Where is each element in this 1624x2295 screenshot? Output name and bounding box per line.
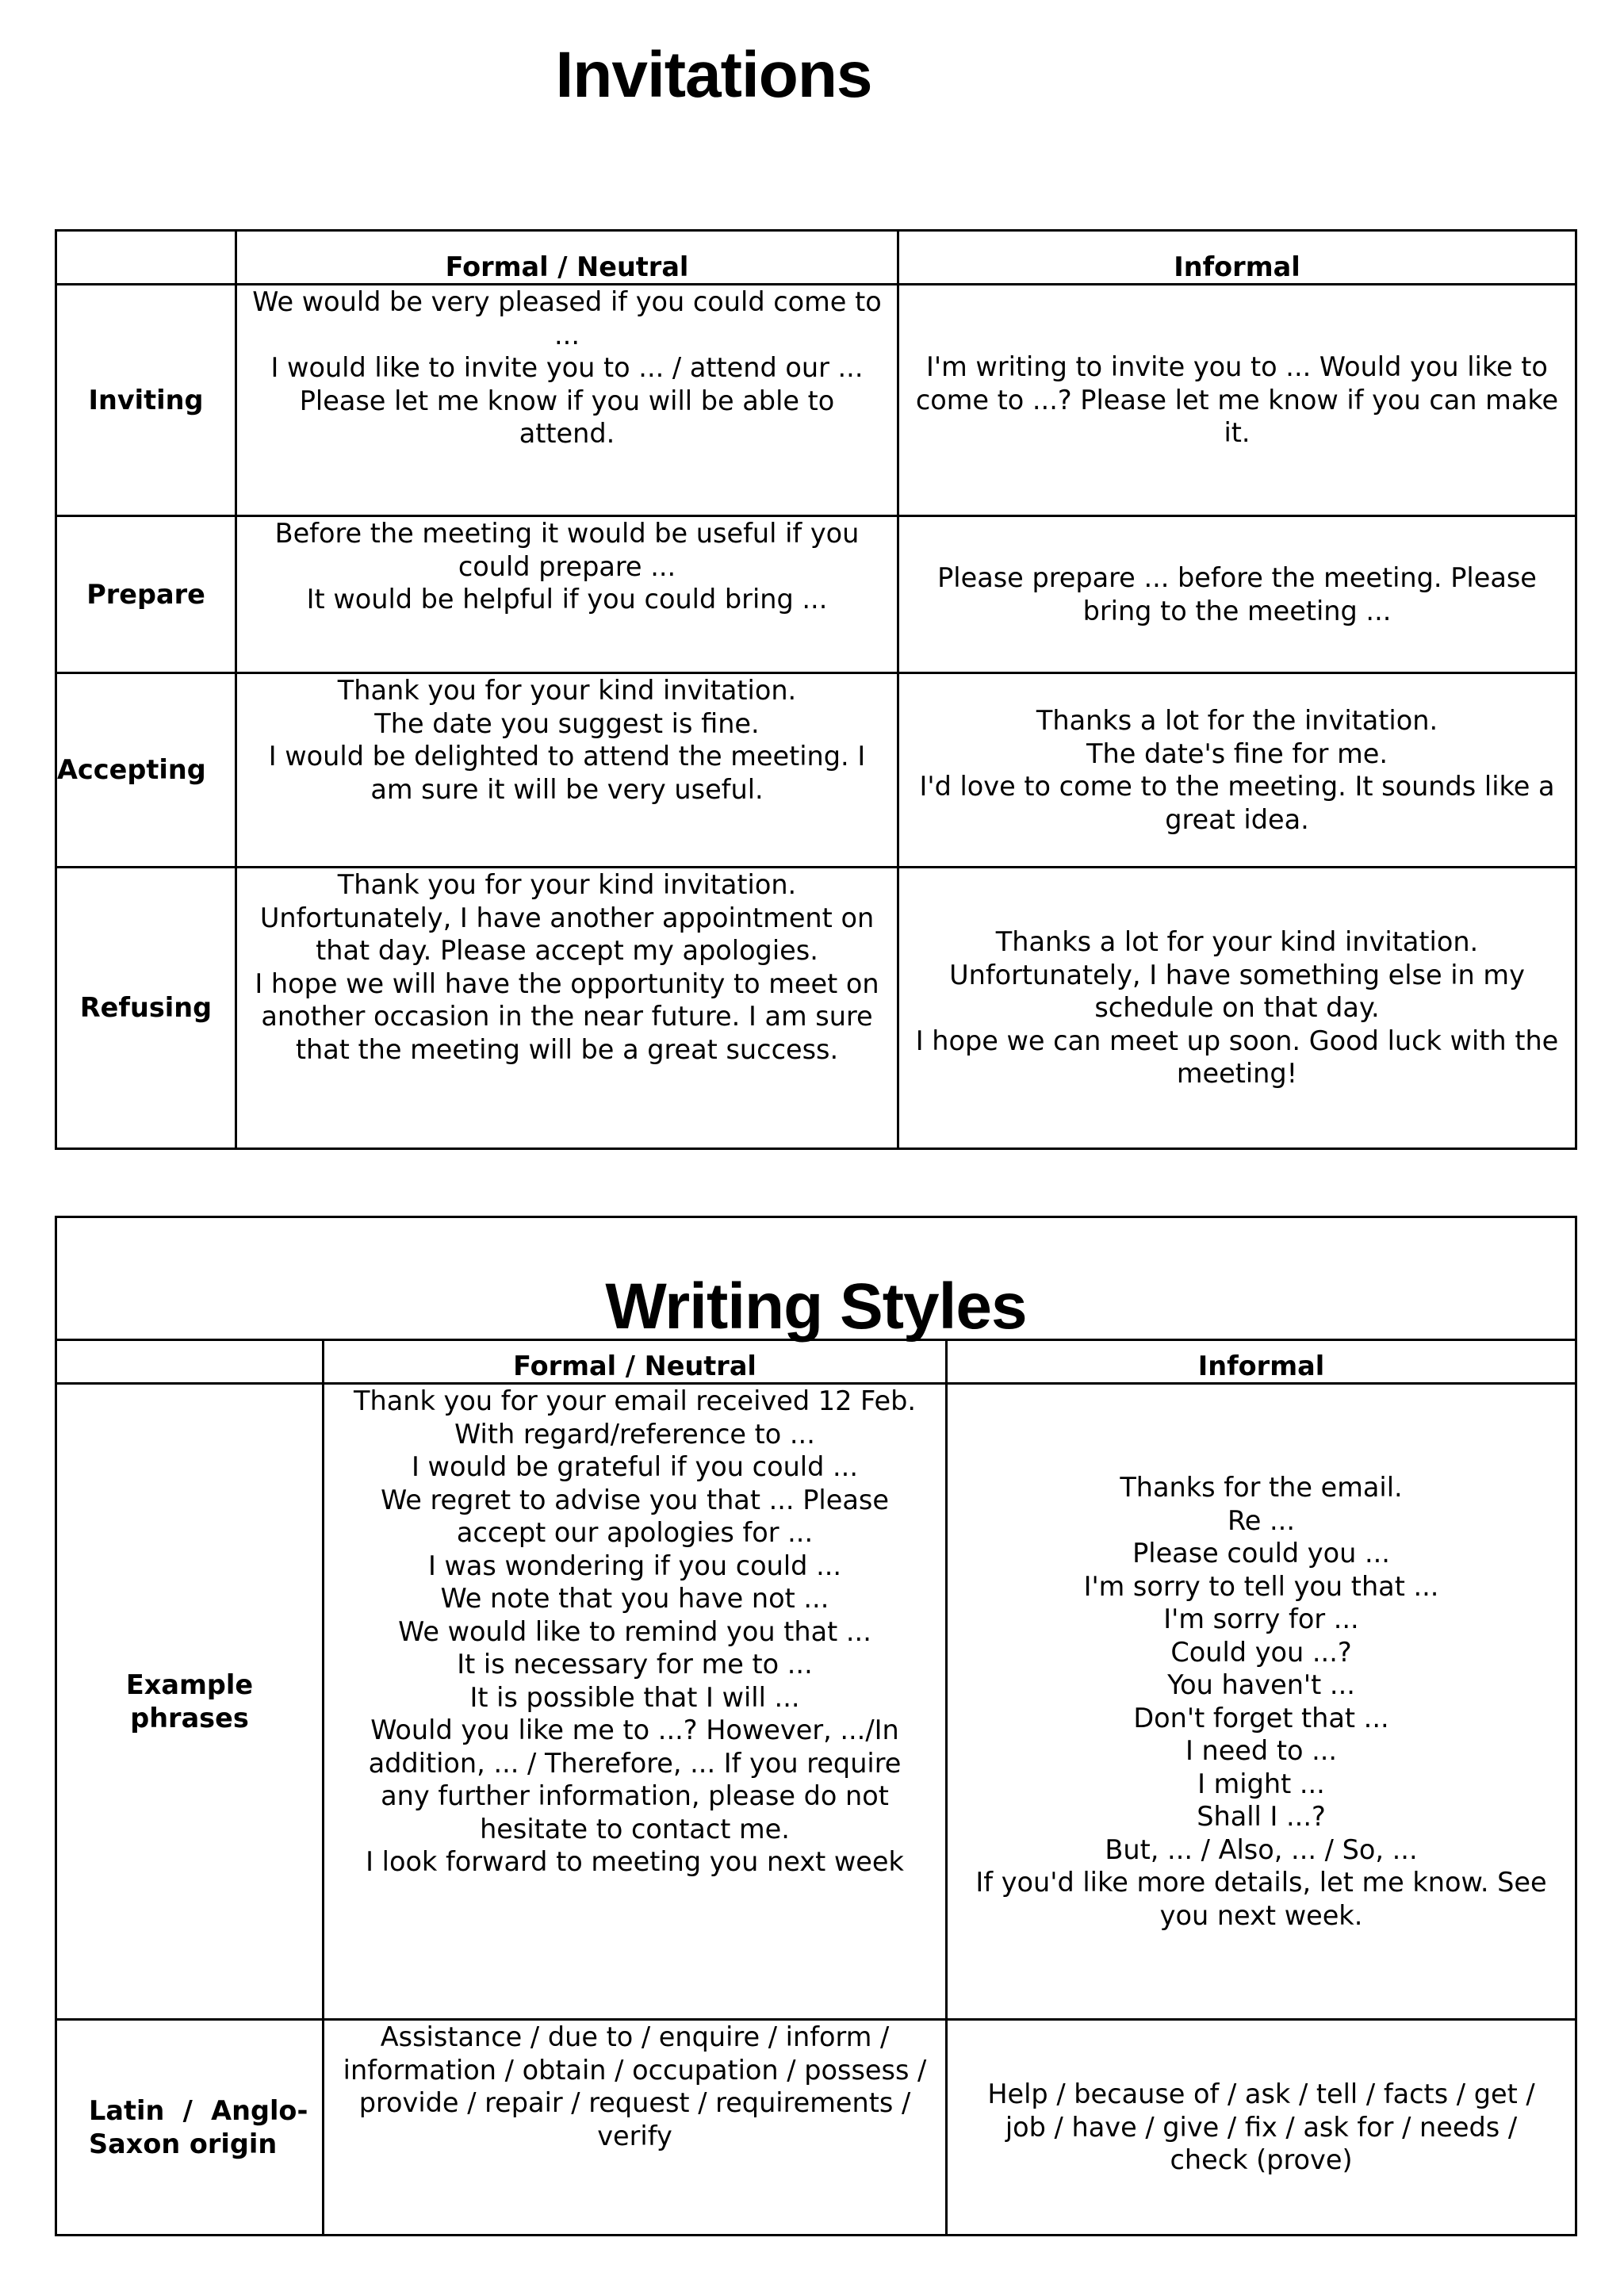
label-line: phrases xyxy=(130,1702,249,1734)
text-line: I would be grateful if you could ... xyxy=(412,1451,858,1482)
text-line: accept our apologies for ... xyxy=(456,1517,814,1548)
text-line: Re ... xyxy=(1228,1504,1295,1536)
formal-neutral-header: Formal / Neutral xyxy=(324,1340,947,1384)
text-line: ... xyxy=(554,319,580,351)
text-line: that day. Please accept my apologies. xyxy=(316,935,818,966)
text-line: Please prepare ... before the meeting. Please xyxy=(937,562,1537,593)
text-line: hesitate to contact me. xyxy=(480,1813,790,1845)
text-line: I look forward to meeting you next week xyxy=(366,1846,904,1877)
row-label-latin-anglo-saxon xyxy=(56,2020,324,2236)
text-line: Thanks for the email. xyxy=(1120,1472,1403,1503)
label-line: Saxon origin xyxy=(89,2128,278,2159)
text-line: I would like to invite you to ... / attend our ... xyxy=(270,352,864,383)
formal-cell xyxy=(236,285,898,516)
informal-header: Informal xyxy=(898,231,1576,285)
table-row xyxy=(56,868,1576,1149)
text-line: It is possible that I will ... xyxy=(469,1681,800,1713)
text-line: The date you suggest is fine. xyxy=(374,707,760,739)
text-line: schedule on that day. xyxy=(1094,992,1380,1024)
table-row xyxy=(56,1384,1576,2020)
text-line: But, ... / Also, ... / So, ... xyxy=(1105,1833,1418,1865)
section-title: Writing Styles xyxy=(56,1217,1576,1340)
formal-cell xyxy=(236,868,898,1149)
text-line: You haven't ... xyxy=(1167,1669,1355,1700)
informal-cell xyxy=(947,1384,1576,2020)
row-label-refusing: Refusing xyxy=(56,868,236,1149)
text-line: come to ...? Please let me know if you can make xyxy=(915,384,1559,416)
text-line: job / have / give / fix / ask for / needs / xyxy=(1005,2111,1518,2143)
text-line: Please could you ... xyxy=(1132,1538,1390,1569)
empty-header-cell xyxy=(56,231,236,285)
text-line: It would be helpful if you could bring ... xyxy=(306,584,828,615)
text-line: am sure it will be very useful. xyxy=(370,773,764,805)
text-line: Assistance / due to / enquire / inform / xyxy=(380,2021,890,2052)
text-line: Could you ...? xyxy=(1170,1636,1352,1668)
text-line: Thanks a lot for your kind invitation. xyxy=(995,926,1479,958)
text-line: It is necessary for me to ... xyxy=(457,1649,813,1680)
text-line: information / obtain / occupation / possess / xyxy=(343,2054,927,2086)
text-line: attend. xyxy=(519,418,615,449)
informal-cell xyxy=(898,673,1576,868)
formal-cell xyxy=(324,1384,947,2020)
text-line: Please let me know if you will be able to xyxy=(299,385,835,416)
informal-cell xyxy=(898,516,1576,673)
text-line: Thank you for your kind invitation. xyxy=(337,869,797,900)
text-line: Thank you for your kind invitation. xyxy=(337,675,797,706)
text-line: I'd love to come to the meeting. It sounds like a xyxy=(919,771,1555,802)
text-line: that the meeting will be a great success. xyxy=(295,1033,839,1065)
formal-cell xyxy=(236,516,898,673)
text-line: Don't forget that ... xyxy=(1133,1702,1389,1734)
row-label-prepare: Prepare xyxy=(56,516,236,673)
formal-cell xyxy=(324,2020,947,2236)
row-label-example-phrases xyxy=(56,1384,324,2020)
text-line: We would like to remind you that ... xyxy=(398,1615,871,1647)
text-line: you next week. xyxy=(1159,1899,1363,1931)
text-line: meeting! xyxy=(1176,1058,1298,1090)
text-line: With regard/reference to ... xyxy=(454,1418,815,1450)
invitations-table xyxy=(55,229,1577,1150)
text-line: We note that you have not ... xyxy=(440,1583,829,1614)
formal-cell xyxy=(236,673,898,868)
text-line: verify xyxy=(597,2120,672,2151)
table-header-row xyxy=(56,1340,1576,1384)
text-line: provide / repair / request / requirements / xyxy=(358,2087,911,2118)
table-title-row xyxy=(56,1217,1576,1340)
label-line: Latin / Anglo- xyxy=(89,2095,308,2126)
text-line: I was wondering if you could ... xyxy=(427,1550,842,1581)
text-line: it. xyxy=(1224,417,1251,449)
empty-header-cell xyxy=(56,1340,324,1384)
text-line: bring to the meeting ... xyxy=(1082,595,1392,626)
text-line: another occasion in the near future. I am sure xyxy=(261,1001,873,1032)
text-line: We regret to advise you that ... Please xyxy=(381,1484,889,1515)
text-line: Help / because of / ask / tell / facts / get / xyxy=(987,2079,1535,2110)
informal-cell xyxy=(898,285,1576,516)
text-line: Unfortunately, I have something else in my xyxy=(949,959,1525,990)
row-label-inviting: Inviting xyxy=(56,285,236,516)
text-line: Would you like me to ...? However, .../In xyxy=(370,1715,899,1745)
text-line: I hope we can meet up soon. Good luck with the xyxy=(915,1025,1559,1056)
text-line: I would be delighted to attend the meeting. I xyxy=(268,741,866,772)
text-line: Shall I ...? xyxy=(1197,1801,1326,1832)
text-line: could prepare ... xyxy=(458,550,676,582)
table-row xyxy=(56,2020,1576,2236)
label-line: Example xyxy=(125,1669,254,1700)
formal-neutral-header: Formal / Neutral xyxy=(236,231,898,285)
text-line: Thank you for your email received 12 Feb. xyxy=(354,1385,916,1416)
text-line: I need to ... xyxy=(1185,1735,1338,1766)
text-line: We would be very pleased if you could come to xyxy=(252,286,882,317)
text-line: Unfortunately, I have another appointment on xyxy=(259,902,875,933)
table-row xyxy=(56,285,1576,516)
text-line: I'm sorry for ... xyxy=(1163,1603,1359,1634)
table-row xyxy=(56,516,1576,673)
informal-header: Informal xyxy=(947,1340,1576,1384)
text-line: The date's fine for me. xyxy=(1086,738,1388,769)
informal-cell xyxy=(898,868,1576,1149)
writing-styles-table xyxy=(55,1216,1577,2236)
text-line: If you'd like more details, let me know. See xyxy=(975,1867,1547,1898)
informal-cell xyxy=(947,2020,1576,2236)
text-line: I'm writing to invite you to ... Would you like to xyxy=(926,351,1548,383)
row-label-accepting: Accepting xyxy=(56,673,236,868)
table-header-row xyxy=(56,231,1576,285)
text-line: I'm sorry to tell you that ... xyxy=(1083,1570,1439,1602)
table-row xyxy=(56,673,1576,868)
text-line: Before the meeting it would be useful if you xyxy=(274,518,860,549)
text-line: any further information, please do not xyxy=(381,1780,889,1811)
page-title: Invitations xyxy=(555,39,872,111)
text-line: great idea. xyxy=(1165,803,1309,835)
text-line: Thanks a lot for the invitation. xyxy=(1036,705,1438,736)
text-line: I hope we will have the opportunity to meet on xyxy=(255,967,879,999)
text-line: I might ... xyxy=(1197,1768,1325,1799)
text-line: check (prove) xyxy=(1170,2144,1353,2176)
text-line: addition, ... / Therefore, ... If you require xyxy=(368,1747,902,1779)
